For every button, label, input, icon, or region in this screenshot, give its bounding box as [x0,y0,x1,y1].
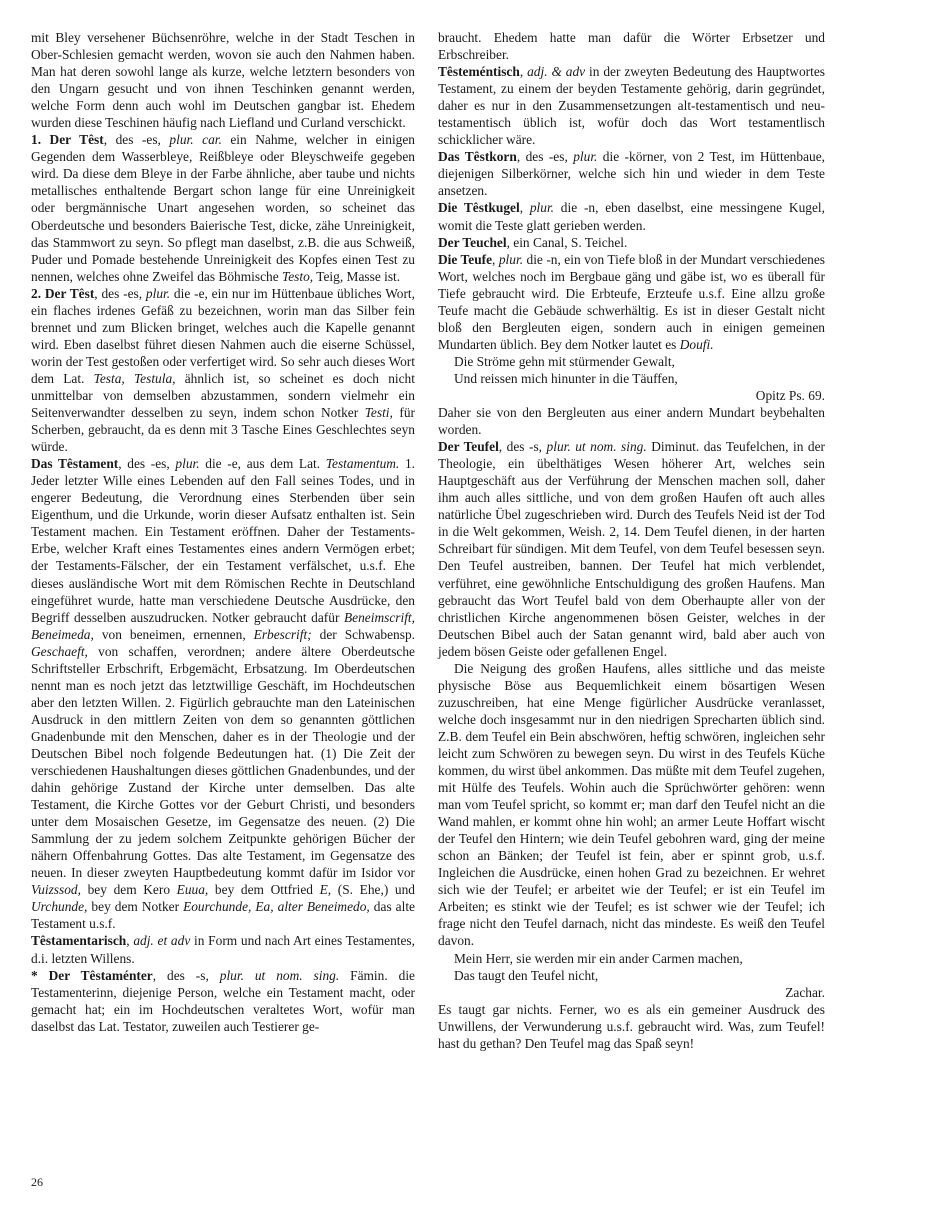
entry-text: bey dem Notker [87,899,184,915]
dictionary-entry [438,438,825,660]
entry-text: von schaffen, verordnen; andere ältere Oberdeutsche Schriftsteller Erbschrift, Erbgemächt, Erbsatzung. Im Oberdeutschen nennt man es noch jetzt das letztwillige Geschäft, im Hochdeutschen aber den letzten Willen. 2. Figürlich gebrauchte man den Lateinischen Ausdruck in den mittlern Zeiten von dem so genannten göttlichen Gnadenbunde mit den Menschen, daher es in der Theologie und der Deutschen Bibel noch folgende Bedeutungen hat. (1) Die Zeit der verschiedenen Haushaltungen dieses göttlichen Gnadenbundes, und der dahin gehörige Zustand der Kirche unter demselben. Das alte Testament, die Kirche Gottes vor der Geburt Christi, und besonders unter dem Mosaischen Gesetze, im Gegensatze des neuen. (2) Die Sammlung der zu jedem solchem Zeitpunkte gehörigen Bücher der nähern Offenbahrung Gottes. Das alte Testament, im Gegensatze des neuen. In dieser zweyten Hauptbedeutung kommt dafür im Isidor vor [31,643,415,881]
dictionary-entry [438,234,825,251]
entry-italic-text: Beneimscrift, Beneimeda, [31,609,415,642]
entry-italic-text: Euua, [176,882,209,898]
entry-italic-text: Urchunde, [31,899,88,915]
entry-text: die -e, ein nur im Hüttenbaue übliches Wort, ein flaches irdenes Gefäß zu bezeichnen, worin man das Silber fein brennet und zum Blicken bringet, welches auch die Kapelle genannt wird. Eben daselbst führet diesen Nahmen auch die eiserne Schüssel, worin der Test gestoßen oder verfertiget wird. So sehr auch dieses Wort dem Lat. [31,285,415,386]
entry-italic-text: plur. ut nom. sing. [219,967,340,983]
entry-italic-text: plur. [145,285,171,301]
dictionary-entry [31,29,415,131]
entry-headword: Têsteméntisch [438,64,520,80]
entry-italic-text: plur. [573,149,598,165]
verse-line: Die Ströme gehn mit stürmender Gewalt, [454,353,675,369]
entry-italic-text: Doufi. [679,336,714,352]
entry-text: , des -s, [498,439,547,455]
entry-text: die -körner, von 2 Test, im Hüttenbaue, diejenigen Silberkörner, welche sich hin und wieder in dem Teste ansetzen. [438,149,826,199]
entry-headword: Der Teuchel [438,234,507,250]
dictionary-entry [438,251,825,353]
verse-line: Mein Herr, sie werden mir ein ander Carmen machen, [454,950,743,966]
entry-text: in der zweyten Bedeutung des Hauptwortes Testament, zu einem der beyden Testamente gehörig, darin gegründet, daher es nur in den Zusammensetzungen alt-testamentisch und neu-testamentisch üblich ist, wofür doch das Wort testamentlisch schicklicher wäre. [438,64,825,148]
entry-italic-text: adj. & adv [527,64,586,80]
dictionary-entry [31,932,415,966]
verse-line: Und reissen mich hinunter in die Täuffen, [454,370,678,386]
entry-text: , [126,933,134,949]
entry-text: bey dem Kero [80,882,177,898]
verse-line: Das taugt den Teufel nicht, [454,967,599,983]
entry-text: , des -s, [152,967,220,983]
entry-italic-text: plur. ut nom. sing. [546,439,647,455]
entry-text: , [519,64,528,80]
entry-text: , des -es, [94,285,146,301]
entry-text: , des -es, [118,456,176,472]
entry-text: ähnlich ist, so scheinet es doch nicht unmittelbar von demselben abzustammen, sondern vielmehr ein Seitenverwandter desselben zu seyn, indem schon Notker [31,370,415,421]
entry-italic-text: plur. [529,200,555,216]
entry-text: , [519,200,530,216]
dictionary-entry [438,63,825,148]
dictionary-entry [31,131,415,284]
entry-headword: Têstamentarisch [31,933,127,949]
entry-headword: 2. Der Têst [31,285,95,301]
entry-italic-text: E, [319,882,332,898]
entry-text: (S. Ehe,) und [331,882,415,898]
dictionary-entry [31,967,415,1035]
entry-italic-text: Testa, Testula, [93,370,176,386]
dictionary-entry [31,455,415,932]
entry-headword: 1. Der Têst [31,132,104,148]
entry-text: die -n, eben daselbst, eine messingene Kugel, womit die Teste glatt gerieben werden. [438,200,825,233]
entry-text: ein Nahme, welcher in einigen Gegenden dem Wasserbleye, Reißbleye oder Bleyschweife gegeben wird. Da diese dem Bleye in der Farbe ähnliche, aber taube und nichts metallisches enthaltende Bergart schon lange für eine Unreinigkeit oder bergmännische Unart angesehen worden, so scheinet das Oberdeutsche und besonders Baierische Test, dicke, zähe Unreinigkeit, das Stammwort zu seyn. So pflegt man daselbst, z.B. die aus Schweiß, Puder und Pomade bestehende Unreinigkeit des Kopfes einen Test zu nennen, welches ohne Zweifel das Böhmische [31,132,416,284]
verse-source: Zachar. [785,984,825,1000]
dictionary-entry [438,29,825,63]
entry-text: die -e, aus dem Lat. [199,456,326,472]
dictionary-entry [31,285,415,455]
entry-text: braucht. Ehedem hatte man dafür die Wörter Erbsetzer und Erbschreiber. [438,30,825,63]
entry-text: , des -es, [516,149,574,165]
entry-italic-text: Testamentum. [325,456,400,472]
entry-text: Es taugt gar nichts. Ferner, wo es als ein gemeiner Ausdruck des Unwillens, der Verwunderung u.s.f. gebraucht wird. Was, zum Teufel! hast du gethan? Den Teufel mag das Spaß seyn! [438,1001,825,1051]
entry-italic-text: plur. car. [169,132,222,148]
entry-text: von beneimen, ernennen, [93,626,254,642]
entry-text: für Scherben, gebraucht, da es denn mit 3 Tasche Eines Geschlechtes seyn würde. [31,405,415,455]
entry-text: Fämin. die Testamenterinn, diejenige Person, welche ein Testament macht, oder gemacht hat; ein im Hochdeutschen veraltetes Wort, wofür man daselbst das Lat. Testator, zuweilen auch Testierer ge- [31,967,415,1034]
entry-italic-text: Vuizssod, [31,882,81,898]
entry-italic-text: plur. [498,251,524,267]
entry-italic-text: Geschaeft, [31,643,88,659]
page-number: 26 [31,1175,43,1189]
entry-italic-text: adj. et adv [133,933,191,949]
entry-italic-text: Testi, [364,405,393,421]
entry-text: Diminut. das Teufelchen, in der Theologie, ein übelthätiges Wesen höherer Art, welches sein Hauptgeschäft aus der Verführung der Menschen machen soll, daher ihm auch alles sittliche, und von dem großen Haufen oft auch alles natürliche Übel zugeschrieben wird. Durch des Teufels Neid ist der Tod in die Welt gekommen, Weish. 2, 14. Dem Teufel dienen, in der harten Schreibart für sündigen. Mit dem Teufel, von dem Teufel besessen seyn. Den Teufel austreiben, bannen. Der Teufel hat mich verblendet, verführet, eine gewöhnliche Entschuldigung des großen Haufens. Man gebraucht das Wort Teufel bald von dem Oberhaupte aller von der christlichen Kirche angenommenen bösen Geister, welches in der Deutschen Bibel auch der Satan genannt wird, bald aber auch von jedem bösen Geiste oder gefallenen Engel. [438,439,825,659]
left-column [31,29,415,1035]
right-column [438,29,825,1052]
entry-text: Teig, Masse ist. [313,268,401,284]
dictionary-entry [438,660,825,950]
entry-italic-text: Testo, [282,268,314,284]
entry-text: 1. Jeder letzter Wille eines Lebenden auf den Fall seines Todes, und in engerer Bedeutung, die Verordnung eines Sterbenden über sein Eigenthum, und die Urkunde, worin dieser Aufsatz enthalten ist. Sein Testament machen. Ein Testament eröffnen. Daher der Testaments-Erbe, welcher Kraft eines Testamentes eines andern Vermögen erbet; der Testaments-Fälscher, der ein Testament verfälschet, u.s.f. Ehe dieses ausländische Wort mit dem Römischen Rechte in Deutschland eingeführet wurde, hatte man verschiedene Deutsche Ausdrücke, den Begriff desselben auszudrucken. Notker gebraucht dafür [31,456,416,625]
entry-text: in Form und nach Art eines Testamentes, d.i. letzten Willens. [31,933,415,966]
entry-text: Daher sie von den Bergleuten aus einer andern Mundart beybehalten worden. [438,405,825,438]
entry-text: das alte Testament u.s.f. [31,899,415,932]
entry-text: die -n, ein von Tiefe bloß in der Mundart verschiedenes Wort, welches noch im Bergbaue gäng und gäbe ist, wo es überall für Tiefe gebraucht wird. Die Erbteufe, Erzteufe u.s.f. Eine allzu große Teufe macht die Gebäude schwerhältig. Es ist in dieser Gestalt nicht bloß den Bergleuten eigen, sondern auch in einigen gemeinen Mundarten üblich. Bey dem Notker lautet es [438,251,825,352]
entry-text: , [492,251,499,267]
entry-italic-text: plur. [175,456,200,472]
dictionary-entry [438,404,825,438]
entry-italic-text: Erbescrift; [253,626,312,642]
dictionary-entry [438,1001,825,1052]
dictionary-entry [438,148,825,199]
entry-text: , des -es, [103,132,170,148]
entry-text: bey dem Ottfried [208,882,320,898]
entry-text: der Schwabensp. [311,626,415,642]
entry-text: Die Neigung des großen Haufens, alles sittliche und das meiste physische Böse aus Bequemlichkeit einem bösartigen Wesen zuzuschreiben, hat eine Menge figürlicher Ausdrücke veranlasset, welche doch insgesammt nur in den niedrigen Sprecharten üblich sind. Z.B. dem Teufel ein Bein abschwören, heftig schwören, ingleichen sehr leicht zum Schwören zu bewegen seyn. Du wirst in des Teufels Küche kommen, du wirst übel ankommen. Das müßte mit dem Teufel zugehen, mit Hülfe des Teufels. Wohin auch die Sprüchwörter gehören: wenn man vom Teufel spricht, so kommt er; man darf den Teufel nicht an die Wand mahlen, er kommt ohne hin wohl; an armer Leute Hoffart wischt der Teufel den Hintern; wie dein Teufel gebohren ward, ging der meine schon an Bänken; der Teufel ist fein, aber er spinnt grob, u.s.f. Ingleichen die Ausdrücke, einen hohen Grad zu bezeichnen. Er wehret sich wie der Teufel; er arbeitet wie der Teufel; er ist ein Teufel im Arbeiten; es stinkt wie der Teufel; es ist schwer wie der Teufel; ich frage nicht den Teufel darnach, nicht das mindeste. Es weiß den Teufel davon. [438,660,825,949]
entry-headword: Das Têstament [31,456,119,472]
entry-headword: Die Teufe [438,251,493,267]
entry-text: mit Bley versehener Büchsenröhre, welche in der Stadt Teschen in Ober-Schlesien gemacht werden, wovon sie auch den Nahmen haben. Man hat deren sowohl lange als kurze, welche letztern besonders von den Ungarn gesucht und von ihnen Teschinken genannt werden, welche Form denn auch wohl im Deutschen gangbar ist. Ehedem wurden diese Teschinen häufig nach Liefland und Curland verschickt. [31,30,415,131]
entry-italic-text: Eourchunde, Ea, alter Beneimedo, [183,899,370,915]
entry-text: , ein Canal, S. Teichel. [506,234,628,250]
dictionary-entry [438,199,825,233]
entry-headword: Die Têstkugel [438,200,520,216]
verse-source: Opitz Ps. 69. [755,387,825,403]
entry-headword: * Der Têstaménter [31,967,153,983]
entry-headword: Der Teufel [438,439,499,455]
entry-headword: Das Têstkorn [438,149,517,165]
